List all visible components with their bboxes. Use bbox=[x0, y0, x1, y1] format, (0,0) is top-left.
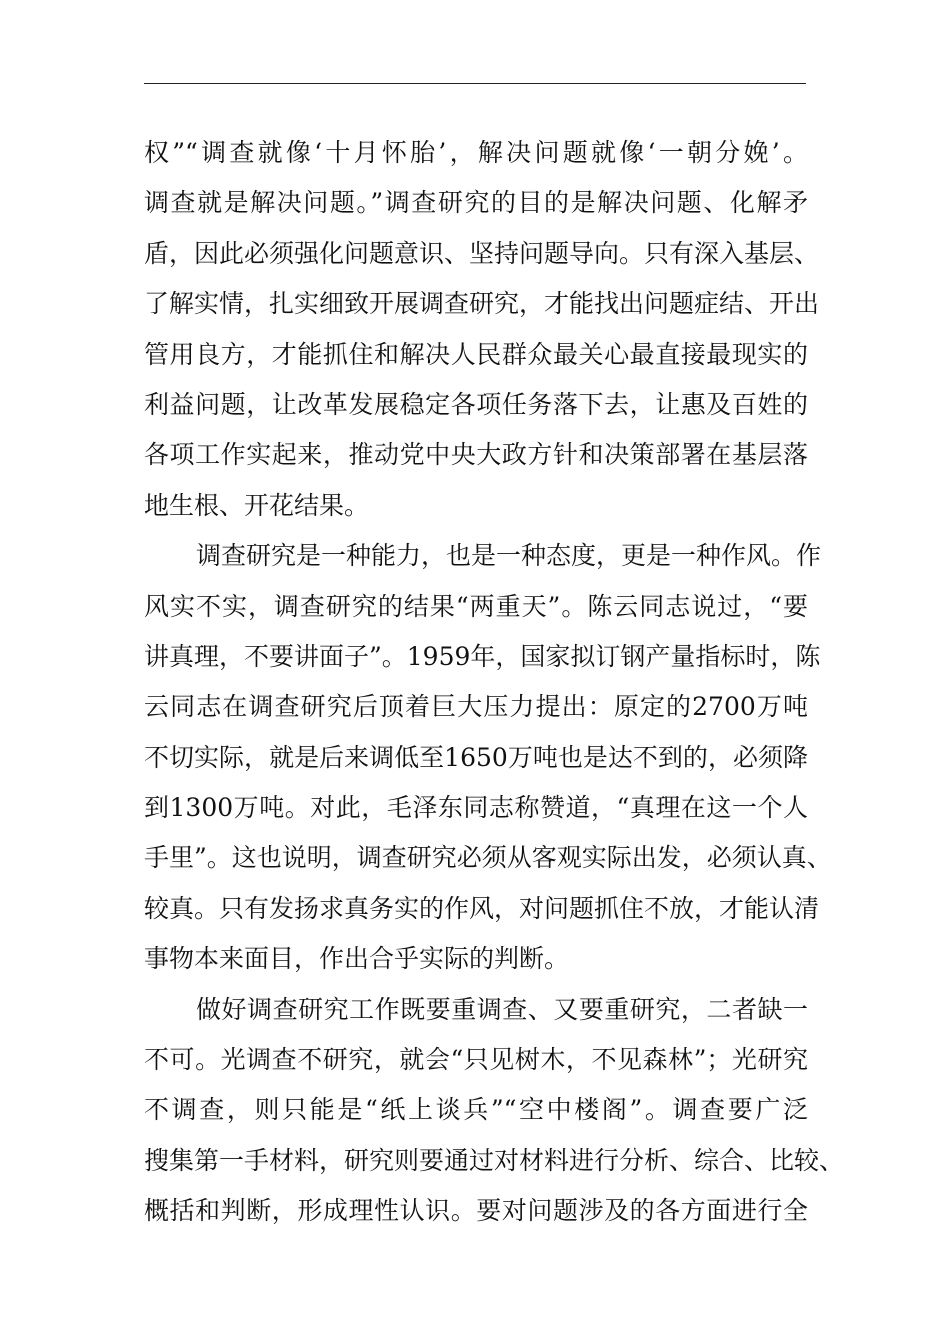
text-line: 调查就是解决问题。”调查研究的目的是解决问题、化解矛 bbox=[144, 188, 808, 218]
paragraph-first-line: 调查研究是一种能力，也是一种态度，更是一种作风。作 bbox=[196, 541, 822, 571]
text-line: 不可。光调查不研究，就会“只见树木，不见森林”；光研究 bbox=[144, 1045, 808, 1075]
text-line: 了解实情，扎实细致开展调查研究，才能找出问题症结、开出 bbox=[144, 289, 820, 319]
text-line: 利益问题，让改革发展稳定各项任务落下去，让惠及百姓的 bbox=[144, 389, 808, 419]
text-line: 地生根、开花结果。 bbox=[144, 490, 370, 520]
text-line: 到1300万吨。对此，毛泽东同志称赞道，“真理在这一个人 bbox=[144, 793, 808, 823]
text-line: 搜集第一手材料，研究则要通过对材料进行分析、综合、比较、 bbox=[144, 1145, 845, 1175]
text-line: 风实不实，调查研究的结果“两重天”。陈云同志说过，“要 bbox=[144, 591, 808, 621]
text-line: 概括和判断，形成理性认识。要对问题涉及的各方面进行全 bbox=[144, 1196, 808, 1226]
text-line: 不切实际，就是后来调低至1650万吨也是达不到的，必须降 bbox=[144, 742, 808, 772]
text-line: 较真。只有发扬求真务实的作风，对问题抓住不放，才能认清 bbox=[144, 893, 820, 923]
text-line: 讲真理，不要讲面子”。1959年，国家拟订钢产量指标时，陈 bbox=[144, 641, 821, 671]
text-line: 手里”。这也说明，调查研究必须从客观实际出发，必须认真、 bbox=[144, 843, 832, 873]
text-line: 云同志在调查研究后顶着巨大压力提出：原定的2700万吨 bbox=[144, 692, 808, 722]
document-body bbox=[144, 128, 845, 1237]
header-rule bbox=[144, 83, 806, 84]
text-line: 权”“调查就像‘十月怀胎’，解决问题就像‘一朝分娩’。 bbox=[144, 138, 808, 167]
text-line: 各项工作实起来，推动党中央大政方针和决策部署在基层落 bbox=[144, 440, 808, 470]
text-line: 不调查，则只能是“纸上谈兵”“空中楼阁”。调查要广泛 bbox=[144, 1095, 808, 1125]
text-line: 盾，因此必须强化问题意识、坚持问题导向。只有深入基层、 bbox=[144, 238, 820, 268]
text-line: 管用良方，才能抓住和解决人民群众最关心最直接最现实的 bbox=[144, 339, 808, 369]
paragraph-first-line: 做好调查研究工作既要重调查、又要重研究，二者缺一 bbox=[196, 994, 808, 1024]
text-line: 事物本来面目，作出合乎实际的判断。 bbox=[144, 944, 570, 974]
